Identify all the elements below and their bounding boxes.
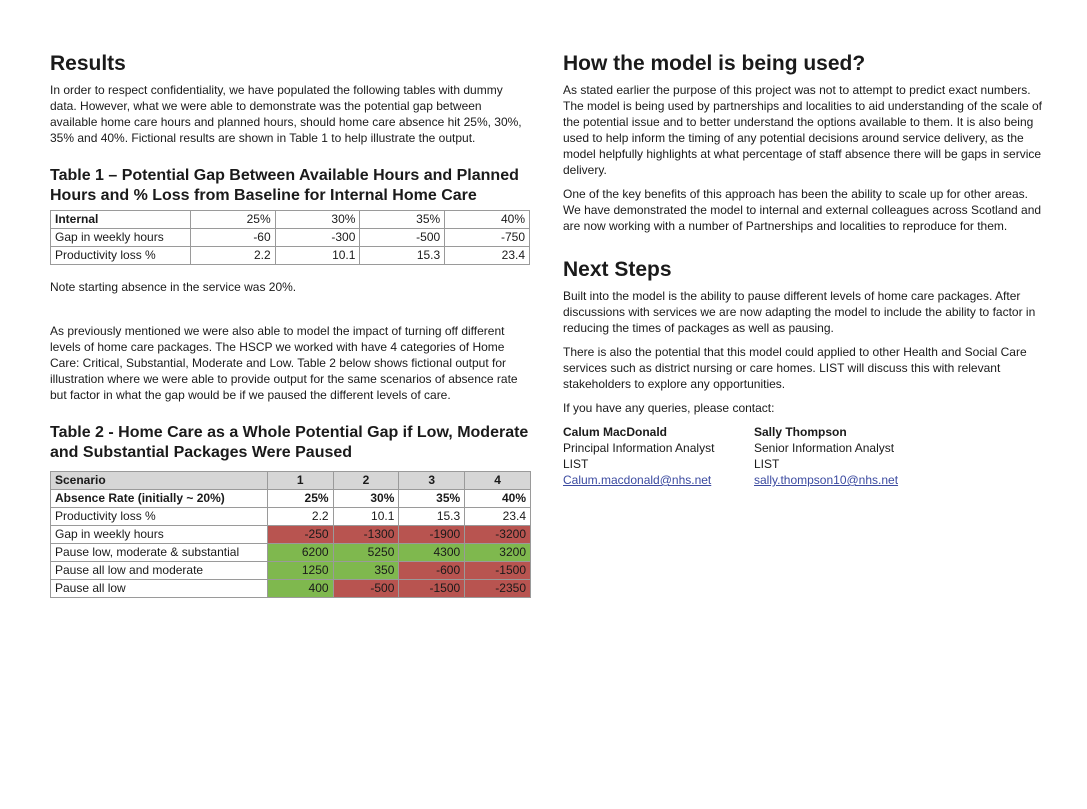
contact-email-link[interactable]: sally.thompson10@nhs.net	[754, 473, 899, 487]
contact-card	[563, 424, 714, 488]
table2-header-cell: 4	[465, 472, 531, 490]
next-steps-heading: Next Steps	[563, 258, 672, 281]
results-paragraph-2: As previously mentioned we were also able to model the impact of turning off different levels of home care packages. The HSCP we worked with have 4 categories of Home Care: Critical, Substantial, Moderate and Low. Table 2 below shows fictional output for illustration where we were able to provide output for the same scenarios of absence rate but factor in what the gap would be if we paused the different levels of care.	[50, 324, 518, 402]
contact-role: Principal Information Analyst	[563, 441, 715, 455]
table2-cell: -3200	[465, 526, 531, 544]
table1-cell: 23.4	[445, 247, 530, 265]
contact-role: Senior Information Analyst	[754, 441, 895, 455]
table1-row-label: Productivity loss %	[51, 247, 191, 265]
table2-row-label: Pause all low and moderate	[51, 562, 268, 580]
table1-header-cell: Internal	[51, 211, 191, 229]
table2-cell: -250	[267, 526, 333, 544]
model-use-heading: How the model is being used?	[563, 52, 866, 75]
table2-subheader-cell: 25%	[267, 490, 333, 508]
table-row	[51, 544, 531, 562]
table1-header-cell: 30%	[275, 211, 360, 229]
table2-header-cell: Scenario	[51, 472, 268, 490]
contact-org: LIST	[563, 457, 589, 471]
table-row	[51, 229, 530, 247]
table2-cell: 2.2	[267, 508, 333, 526]
next-steps-paragraph-2: There is also the potential that this model could applied to other Health and Social Care services such as district nursing or care homes. LIST will discuss this with relevant stakeholders to explore any opportunities.	[563, 345, 1027, 391]
table1-cell: -750	[445, 229, 530, 247]
table1-header-cell: 25%	[190, 211, 275, 229]
table1	[50, 210, 530, 265]
table1-cell: -300	[275, 229, 360, 247]
contact-name: Sally Thompson	[754, 425, 847, 439]
table2-subheader-row	[51, 490, 531, 508]
contact-name: Calum MacDonald	[563, 425, 668, 439]
table-row	[51, 526, 531, 544]
contact-org: LIST	[754, 457, 780, 471]
table2-cell: -1500	[399, 580, 465, 598]
table2-cell: 6200	[267, 544, 333, 562]
table2-title: Table 2 - Home Care as a Whole Potential Gap if Low, Moderate and Substantial Packages Were Paused	[50, 424, 529, 461]
table2	[50, 471, 531, 598]
table1-note: Note starting absence in the service was 20%.	[50, 280, 297, 294]
table1-row-label: Gap in weekly hours	[51, 229, 191, 247]
contact-intro: If you have any queries, please contact:	[563, 401, 775, 415]
table-row	[51, 562, 531, 580]
table1-header-row	[51, 211, 530, 229]
results-column	[50, 52, 532, 598]
table2-row-label: Gap in weekly hours	[51, 526, 268, 544]
table2-cell: 1250	[267, 562, 333, 580]
contact-email-link[interactable]: Calum.macdonald@nhs.net	[563, 473, 712, 487]
table2-cell: -1500	[465, 562, 531, 580]
table2-cell: 3200	[465, 544, 531, 562]
model-usage-column	[563, 52, 1048, 488]
table1-cell: 10.1	[275, 247, 360, 265]
table2-cell: -1300	[333, 526, 399, 544]
table2-row-label: Productivity loss %	[51, 508, 268, 526]
table1-header-cell: 40%	[445, 211, 530, 229]
table-row	[51, 508, 531, 526]
table2-cell: 4300	[399, 544, 465, 562]
table2-header-cell: 3	[399, 472, 465, 490]
table1-cell: 15.3	[360, 247, 445, 265]
table2-row-label: Pause low, moderate & substantial	[51, 544, 268, 562]
table2-cell: 23.4	[465, 508, 531, 526]
table1-cell: -60	[190, 229, 275, 247]
table2-subheader-cell: 35%	[399, 490, 465, 508]
contacts	[563, 424, 1048, 488]
table2-cell: 10.1	[333, 508, 399, 526]
table-row	[51, 247, 530, 265]
table2-cell: 15.3	[399, 508, 465, 526]
table2-header-cell: 1	[267, 472, 333, 490]
table1-cell: 2.2	[190, 247, 275, 265]
table2-header-cell: 2	[333, 472, 399, 490]
table2-cell: -2350	[465, 580, 531, 598]
contact-card	[754, 424, 898, 488]
table1-cell: -500	[360, 229, 445, 247]
table2-cell: -500	[333, 580, 399, 598]
table2-cell: -1900	[399, 526, 465, 544]
model-use-paragraph-2: One of the key benefits of this approach has been the ability to scale up for other areas. We have demonstrated the model to internal and external colleagues across Scotland and are now working with a number of Partnerships and localities to reproduce for them.	[563, 187, 1042, 233]
model-use-paragraph-1: As stated earlier the purpose of this project was not to attempt to predict exact numbers. The model is being used by partnerships and localities to aid understanding of the scale of the potential issue and to better understand the options available to them. It is also being used to help inform the timing of any potential decisions around service delivery, as the model helpfully highlights at what percentage of staff absence there will be gaps in service delivery.	[563, 83, 1042, 177]
table2-cell: 400	[267, 580, 333, 598]
table2-cell: -600	[399, 562, 465, 580]
table2-subheader-cell: 30%	[333, 490, 399, 508]
table2-row-label: Pause all low	[51, 580, 268, 598]
table2-cell: 5250	[333, 544, 399, 562]
results-heading: Results	[50, 52, 126, 75]
next-steps-paragraph-1: Built into the model is the ability to pause different levels of home care packages. After discussions with services we are now adapting the model to include the ability to factor in reducing the times of packages as well as pausing.	[563, 289, 1036, 335]
table2-header-row	[51, 472, 531, 490]
table2-subheader-cell: Absence Rate (initially ~ 20%)	[51, 490, 268, 508]
table1-header-cell: 35%	[360, 211, 445, 229]
table2-cell: 350	[333, 562, 399, 580]
table2-subheader-cell: 40%	[465, 490, 531, 508]
table-row	[51, 580, 531, 598]
results-intro: In order to respect confidentiality, we have populated the following tables with dummy data. However, what we were able to demonstrate was the potential gap between available home care hours and planned hours, should home care absence hit 25%, 30%, 35% and 40%. Fictional results are shown in Table 1 to help illustrate the output.	[50, 83, 522, 145]
table1-title: Table 1 – Potential Gap Between Available Hours and Planned Hours and % Loss from Baseline for Internal Home Care	[50, 167, 519, 204]
